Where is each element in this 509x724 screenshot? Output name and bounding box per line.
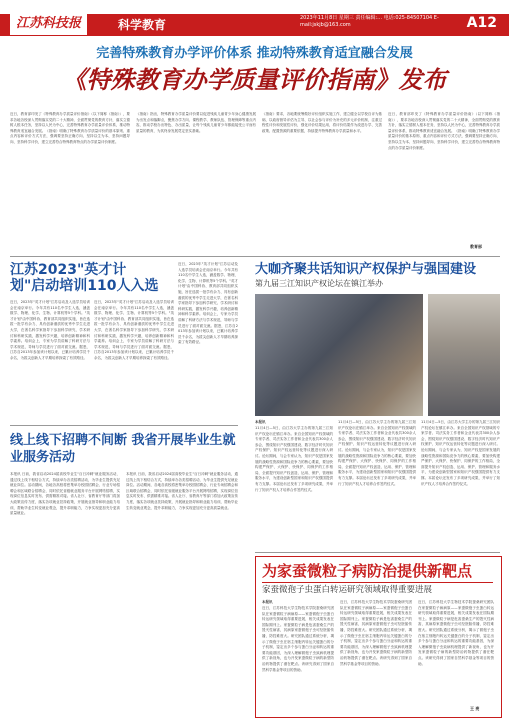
story5-caption-label: 本报讯 <box>262 600 273 604</box>
story4-body-col1: 11月4日—5日，由江苏大学主办的第九届三江知识产权论坛在镇江举办。来自全国知识产权领域的专家学者、司法实务工作者和企业代表共300余人参会，围绕知识产权强国建设、数字经济时代知识产权保护、知识产权运营转化等议题进行深入研讨。论坛期间，与会专家认为，知识产权是国家发展的战略性资源和国际竞争力的核心要素，要加快构建严保护、大保护、快保护、同保护的工作格局，全面提升知识产权创造、运用、保护、管理和服务水平，为建设创新型国家和知识产权强国提供有力支撑。本届论坛还发布了多项研究成果，并举行了知识产权人才培养合作签约仪式。 <box>255 426 333 492</box>
story3-body-col1: 本报讯 日前，我省启动2024届高校毕业生"百日冲刺"就业服务活动，通过线上线下相结合方式，持续举办各类招聘活动，为毕业生提供充足就业岗位。活动期间，各地各高校将密集举办校园招聘会、行业专场招聘会和区域联合招聘会，同时依托省级就业服务平台开展网络招聘，实现岗位信息实时发布、供需精准对接。省人社厅、省教育厅等部门将加大政策宣传力度，落实各项就业扶持政策，开展就业指导和职业能力培训，帮助毕业生转变就业观念，提升求职能力，力争实现更加充分更高质量就业。 <box>10 472 120 516</box>
lead-body-col1: 近日，教育部印发了《特殊教育办学质量评价指南》（以下简称《指南》），要求各地各校深入贯彻落实党的二十大精神，全面贯彻党的教育方针，落实立德树人根本任务，坚持以人民为中心，完善特殊教育办学质量评价体系，推动特殊教育适宜融合发展。《指南》明确了特殊教育办学质量评价的基本原则、重点内容和评价方式方法，强调要坚持正确方向、坚持以生为本、坚持问题导向、坚持科学评价，建立完善符合特殊教育特点的办学质量评价制度。 <box>10 112 130 144</box>
divider-story2 <box>10 425 238 426</box>
story4-body-col3: 11月4日—5日，由江苏大学主办的第九届三江知识产权论坛在镇江举办。来自全国知识产权领域的专家学者、司法实务工作者和企业代表共300余人参会，围绕知识产权强国建设、数字经济时代知识产权保护、知识产权运营转化等议题进行深入研讨。论坛期间，与会专家认为，知识产权是国家发展的战略性资源和国际竞争力的核心要素，要加快构建严保护、大保护、快保护、同保护的工作格局，全面提升知识产权创造、运用、保护、管理和服务水平，为建设创新型国家和知识产权强国提供有力支撑。本届论坛还发布了多项研究成果，并举行了知识产权人才培养合作签约仪式。 <box>421 420 500 486</box>
story5-body-col3: 近日，江苏科技大学生物技术学院蚕桑研究团队在家蚕微粒子病病原——家蚕微孢子虫蛋白转运研究领域取得重要进展，相关成果发表在国际期刊上。家蚕微粒子病是危害蚕桑生产的毁灭性病害，其病原家蚕微孢子虫可经胚胎传播，防控难度大。研究团队通过系统分析，揭示了微孢子虫在宿主细胞内转运关键蛋白的分子机制，鉴定出多个参与蛋白分泌和转运的重要功能基因，为深入理解微孢子虫致病机理提供了新视角，也为开发家蚕微粒子病的新型防治药物提供了潜在靶点。该研究得到了国家自然科学基金等项目的资助。 <box>418 600 494 666</box>
lead-headline: 《特殊教育办学质量评价指南》发布 <box>62 65 447 94</box>
story2-body-col3: 近日，2023年"英才计划"江苏启动及入选学员培训会在南京举行。今年共有110名中学生入选，涵盖数学、物理、化学、生物、计算机等5个学科。"英才计划"由中国科协、教育部共同组织实施，旨在选拔一批学有余力、具有创新潜质的优秀中学生走进大学，在著名科学家指导下参加科学研究、学术研讨和科研实践，激发科学兴趣，培养创新精神和科学素养。培训会上，专家为学员讲解了科研方法与学术规范，导师与学员进行了面对面交流。据悉，江苏自2013年参加该计划以来，已累计培养学员千余名，为拔尖创新人才早期培养探索了有效路径。 <box>178 262 238 345</box>
divider-lead <box>10 256 500 257</box>
story4-headline: 大咖齐聚共话知识产权保护与强国建设 <box>255 262 477 277</box>
section-title: 科学教育 <box>118 18 167 32</box>
masthead-info: 2023年11月8日 星期三 责任编辑:… 电话:025-84507104 E-mail:jskjb@163.com <box>300 15 439 28</box>
story4-subhead: 第九届三江知识产权论坛在镇江举办 <box>255 279 383 288</box>
story5-headline: 为家蚕微粒子病防治提供新靶点 <box>262 562 473 580</box>
lead-body-col4: 近日，教育部印发了《特殊教育办学质量评价指南》（以下简称《指南》），要求各地各校深入贯彻落实党的二十大精神，全面贯彻党的教育方针，落实立德树人根本任务，坚持以人民为中心，完善特殊教育办学质量评价体系，推动特殊教育适宜融合发展。《指南》明确了特殊教育办学质量评价的基本原则、重点内容和评价方式方法，强调要坚持正确方向、坚持以生为本、坚持问题导向、坚持科学评价，建立完善符合特殊教育特点的办学质量评价制度。 <box>388 112 500 150</box>
story5-rule <box>262 582 493 583</box>
divider-story4 <box>255 552 500 553</box>
lead-body-col3: 《指南》要求，各地要统筹做好评价组织实施工作，建立健全以学校自评为基础、以政府督导评估为主导、以社会参与评价为补充的多元评价机制，注重过程性评价和发展性评价，强化评价结果运用，将评价结果作为改进办学、完善政策、配置资源的重要依据，持续提升特殊教育办学质量和水平。 <box>262 112 382 133</box>
story4-body-col2: 11月4日—5日，由江苏大学主办的第九届三江知识产权论坛在镇江举办。来自全国知识产权领域的专家学者、司法实务工作者和企业代表共300余人参会，围绕知识产权强国建设、数字经济时代知识产权保护、知识产权运营转化等议题进行深入研讨。论坛期间，与会专家认为，知识产权是国家发展的战略性资源和国际竞争力的核心要素，要加快构建严保护、大保护、快保护、同保护的工作格局，全面提升知识产权创造、运用、保护、管理和服务水平，为建设创新型国家和知识产权强国提供有力支撑。本届论坛还发布了多项研究成果，并举行了知识产权人才培养合作签约仪式。 <box>338 420 416 486</box>
forum-photo <box>255 294 423 416</box>
story5-body-col1: 近日，江苏科技大学生物技术学院蚕桑研究团队在家蚕微粒子病病原——家蚕微孢子虫蛋白转运研究领域取得重要进展，相关成果发表在国际期刊上。家蚕微粒子病是危害蚕桑生产的毁灭性病害，其病原家蚕微孢子虫可经胚胎传播，防控难度大。研究团队通过系统分析，揭示了微孢子虫在宿主细胞内转运关键蛋白的分子机制，鉴定出多个参与蛋白分泌和转运的重要功能基因，为深入理解微孢子虫致病机理提供了新视角，也为开发家蚕微粒子病的新型防治药物提供了潜在靶点。该研究得到了国家自然科学基金等项目的资助。 <box>262 606 334 672</box>
lead-byline: 教育部 <box>470 244 482 249</box>
story2-body-col2: 近日，2023年"英才计划"江苏启动及入选学员培训会在南京举行。今年共有110名中学生入选，涵盖数学、物理、化学、生物、计算机等5个学科。"英才计划"由中国科协、教育部共同组织实施，旨在选拔一批学有余力、具有创新潜质的优秀中学生走进大学，在著名科学家指导下参加科学研究、学术研讨和科研实践，激发科学兴趣，培养创新精神和科学素养。培训会上，专家为学员讲解了科研方法与学术规范，导师与学员进行了面对面交流。据悉，江苏自2013年参加该计划以来，已累计培养学员千余名，为拔尖创新人才早期培养探索了有效路径。 <box>94 300 174 360</box>
lead-kicker: 完善特殊教育办学评价体系 推动特殊教育适宜融合发展 <box>96 46 413 61</box>
story5-body-col2: 近日，江苏科技大学生物技术学院蚕桑研究团队在家蚕微粒子病病原——家蚕微孢子虫蛋白转运研究领域取得重要进展，相关成果发表在国际期刊上。家蚕微粒子病是危害蚕桑生产的毁灭性病害，其病原家蚕微孢子虫可经胚胎传播，防控难度大。研究团队通过系统分析，揭示了微孢子虫在宿主细胞内转运关键蛋白的分子机制，鉴定出多个参与蛋白分泌和转运的重要功能基因，为深入理解微孢子虫致病机理提供了新视角，也为开发家蚕微粒子病的新型防治药物提供了潜在靶点。该研究得到了国家自然科学基金等项目的资助。 <box>340 600 412 666</box>
story5-byline: 王 亮 <box>470 706 480 711</box>
story3-body-col2: 本报讯 日前，我省启动2024届高校毕业生"百日冲刺"就业服务活动，通过线上线下相结合方式，持续举办各类招聘活动，为毕业生提供充足就业岗位。活动期间，各地各高校将密集举办校园招聘会、行业专场招聘会和区域联合招聘会，同时依托省级就业服务平台开展网络招聘，实现岗位信息实时发布、供需精准对接。省人社厅、省教育厅等部门将加大政策宣传力度，落实各项就业扶持政策，开展就业指导和职业能力培训，帮助毕业生转变就业观念，提升求职能力，力争实现更加充分更高质量就业。 <box>126 472 238 510</box>
lead-body-col2: 《指南》指出，特殊教育办学质量评价要以促进残疾儿童青少年身心健康发展为出发点和落脚点，聚焦办学方向、课程教学、教师队伍、管理保障等重点内容，推动学校办出特色、办出质量，让每个残疾儿童青少年都能接受公平而有质量的教育，为其终身发展奠定坚实基础。 <box>136 112 256 133</box>
story2-body-col1: 近日，2023年"英才计划"江苏启动及入选学员培训会在南京举行。今年共有110名中学生入选，涵盖数学、物理、化学、生物、计算机等5个学科。"英才计划"由中国科协、教育部共同组织实施，旨在选拔一批学有余力、具有创新潜质的优秀中学生走进大学，在著名科学家指导下参加科学研究、学术研讨和科研实践，激发科学兴趣，培养创新精神和科学素养。培训会上，专家为学员讲解了科研方法与学术规范，导师与学员进行了面对面交流。据悉，江苏自2013年参加该计划以来，已累计培养学员千余名，为拔尖创新人才早期培养探索了有效路径。 <box>10 300 90 360</box>
story5-subhead: 家蚕微孢子虫蛋白转运研究领域取得重要进展 <box>262 585 433 595</box>
newspaper-logo: 江苏科技报 <box>10 13 87 35</box>
speaker-photo <box>428 294 500 416</box>
story3-headline: 线上线下招聘不间断 我省开展毕业生就业服务活动 <box>10 433 236 465</box>
page-number: A12 <box>466 15 497 31</box>
story4-caption-label: 本报讯 <box>255 420 266 424</box>
story2-headline: 江苏2023"英才计划"启动培训110人入选 <box>10 262 159 294</box>
